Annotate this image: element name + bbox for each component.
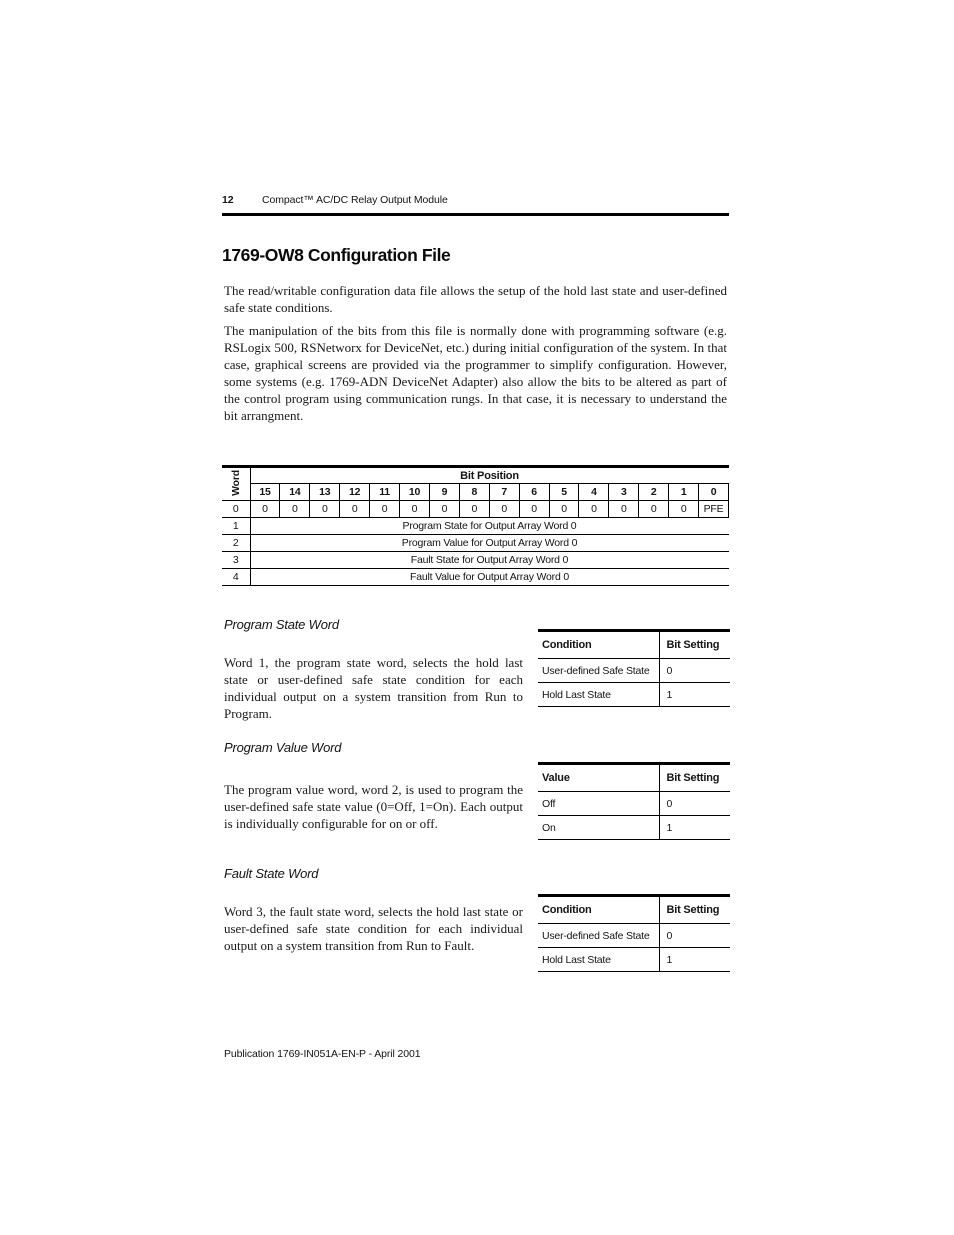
- bit-col-13: 13: [310, 484, 340, 501]
- word-0-bit-1: 0: [669, 501, 699, 518]
- bit-col-5: 5: [549, 484, 579, 501]
- bit-col-1: 1: [669, 484, 699, 501]
- section-body-fault-state-word: Word 3, the fault state word, selects the hold last state or user-defined safe state condition for each individual output on a system transition from Run to Fault.: [224, 904, 523, 953]
- value-header: Value: [538, 764, 659, 792]
- word-0-bit-0: PFE: [699, 501, 729, 518]
- section-body-program-value-word: The program value word, word 2, is used to program the user-defined safe state value (0=Off, 1=On). Each output is individually configurable for on or off.: [224, 782, 523, 831]
- word-0-bit-14: 0: [280, 501, 310, 518]
- value-cell: On: [538, 816, 659, 840]
- word-1-description: Program State for Output Array Word 0: [250, 518, 729, 535]
- table-row: [538, 924, 730, 948]
- condition-cell: Hold Last State: [538, 948, 659, 972]
- condition-cell: User-defined Safe State: [538, 924, 659, 948]
- word-0-bit-10: 0: [400, 501, 430, 518]
- table-row: [538, 792, 730, 816]
- bit-number-row: [222, 484, 729, 501]
- bit-col-9: 9: [429, 484, 459, 501]
- footer-publication-line: Publication 1769-IN051A-EN-P - April 2001: [224, 1048, 421, 1060]
- program-value-word-table: [538, 762, 730, 840]
- word-0-bit-3: 0: [609, 501, 639, 518]
- word-4-label: 4: [222, 569, 250, 586]
- word-0-bit-4: 0: [579, 501, 609, 518]
- section-body-program-state-word: Word 1, the program state word, selects the hold last state or user-defined safe state condition for each individual output on a system transition from Run to Program.: [224, 655, 523, 721]
- running-title: Compact™ AC/DC Relay Output Module: [262, 194, 448, 206]
- section-heading-program-state-word: Program State Word: [224, 617, 339, 632]
- bit-col-14: 14: [280, 484, 310, 501]
- bit-col-3: 3: [609, 484, 639, 501]
- value-cell: Off: [538, 792, 659, 816]
- word-1-label: 1: [222, 518, 250, 535]
- word-3-row: [222, 552, 729, 569]
- condition-header: Condition: [538, 631, 659, 659]
- word-2-label: 2: [222, 535, 250, 552]
- table-header-row: [538, 631, 730, 659]
- table-header-row: [538, 896, 730, 924]
- bit-col-15: 15: [250, 484, 280, 501]
- word-0-bit-7: 0: [489, 501, 519, 518]
- word-1-row: [222, 518, 729, 535]
- bit-col-10: 10: [400, 484, 430, 501]
- bit-col-2: 2: [639, 484, 669, 501]
- word-0-bit-15: 0: [250, 501, 280, 518]
- fault-state-word-table: [538, 894, 730, 972]
- bit-setting-header: Bit Setting: [659, 764, 730, 792]
- word-4-description: Fault Value for Output Array Word 0: [250, 569, 729, 586]
- word-4-row: [222, 569, 729, 586]
- word-0-bit-8: 0: [459, 501, 489, 518]
- bit-col-0: 0: [699, 484, 729, 501]
- word-0-label: 0: [222, 501, 250, 518]
- bit-setting-cell: 1: [659, 948, 730, 972]
- bit-setting-cell: 1: [659, 816, 730, 840]
- intro-paragraph-1: The read/writable configuration data file allows the setup of the hold last state and user-defined safe state conditions.: [224, 283, 727, 315]
- bit-position-table: [222, 465, 729, 586]
- bit-setting-cell: 1: [659, 683, 730, 707]
- bit-position-header-row: [222, 467, 729, 484]
- condition-cell: User-defined Safe State: [538, 659, 659, 683]
- word-0-bit-6: 0: [519, 501, 549, 518]
- bit-setting-cell: 0: [659, 792, 730, 816]
- header-rule: [222, 213, 729, 216]
- bit-setting-header: Bit Setting: [659, 631, 730, 659]
- bit-setting-cell: 0: [659, 924, 730, 948]
- table-row: [538, 948, 730, 972]
- section-heading-fault-state-word: Fault State Word: [224, 866, 319, 881]
- table-row: [538, 816, 730, 840]
- word-0-bit-12: 0: [340, 501, 370, 518]
- page-number: 12: [222, 194, 234, 206]
- bit-col-11: 11: [370, 484, 400, 501]
- program-state-word-table: [538, 629, 730, 707]
- word-2-description: Program Value for Output Array Word 0: [250, 535, 729, 552]
- word-0-bit-9: 0: [429, 501, 459, 518]
- word-2-row: [222, 535, 729, 552]
- word-0-bit-2: 0: [639, 501, 669, 518]
- table-row: [538, 659, 730, 683]
- word-axis-label: Word: [222, 467, 250, 501]
- word-0-bit-11: 0: [370, 501, 400, 518]
- word-0-bit-13: 0: [310, 501, 340, 518]
- condition-header: Condition: [538, 896, 659, 924]
- word-0-row: [222, 501, 729, 518]
- bit-col-4: 4: [579, 484, 609, 501]
- section-heading-program-value-word: Program Value Word: [224, 740, 342, 755]
- word-3-label: 3: [222, 552, 250, 569]
- condition-cell: Hold Last State: [538, 683, 659, 707]
- word-0-bit-5: 0: [549, 501, 579, 518]
- bit-setting-header: Bit Setting: [659, 896, 730, 924]
- bit-col-8: 8: [459, 484, 489, 501]
- bit-col-7: 7: [489, 484, 519, 501]
- bit-col-12: 12: [340, 484, 370, 501]
- word-3-description: Fault State for Output Array Word 0: [250, 552, 729, 569]
- page-title: 1769-OW8 Configuration File: [222, 245, 451, 265]
- bit-setting-cell: 0: [659, 659, 730, 683]
- bit-col-6: 6: [519, 484, 549, 501]
- page-header: [222, 194, 729, 206]
- intro-paragraph-2: The manipulation of the bits from this file is normally done with programming software (e.g. RSLogix 500, RSNetworx for DeviceNet, etc.) during initial configuration of the system. In that case, graphical screens are provided via the programmer to simplify configuration. However, some systems (e.g. 1769-ADN DeviceNet Adapter) also allow the bits to be altered as part of the control program using communication rungs. In that case, it is necessary to understand the bit arrangment.: [224, 323, 727, 423]
- bit-position-header: Bit Position: [250, 467, 729, 484]
- table-header-row: [538, 764, 730, 792]
- table-row: [538, 683, 730, 707]
